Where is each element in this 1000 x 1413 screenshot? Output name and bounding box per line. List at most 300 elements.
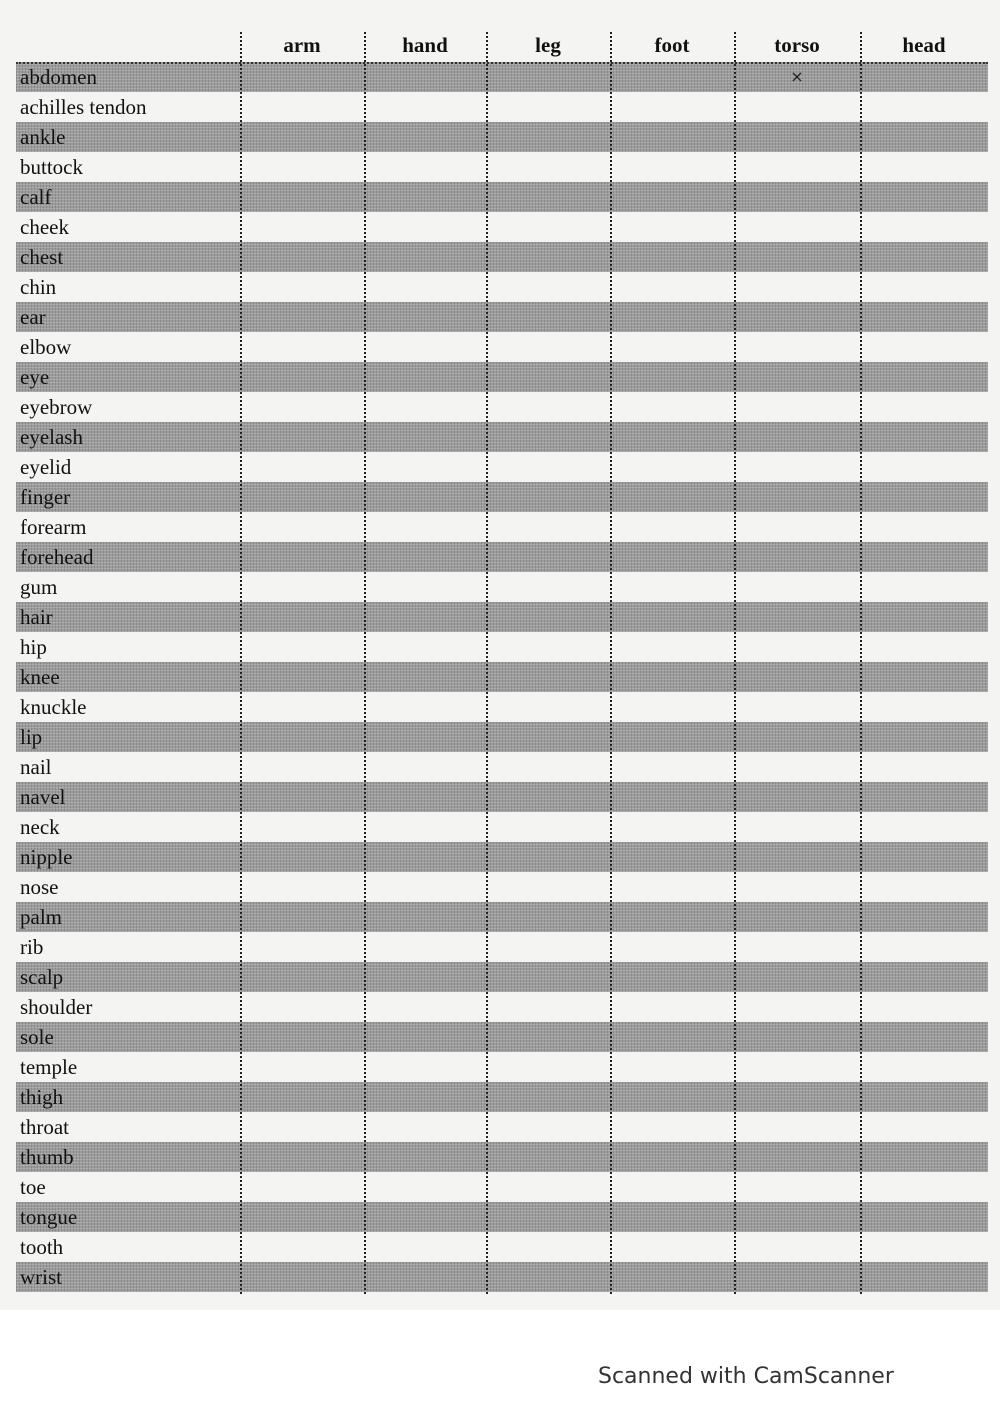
checkbox-cell-arm[interactable] (240, 1204, 364, 1230)
table-row (16, 722, 988, 752)
checkbox-cell-head[interactable] (860, 604, 988, 630)
row-label: chest (20, 244, 64, 269)
checkbox-cell-torso[interactable] (734, 424, 860, 450)
table-row (16, 542, 988, 572)
checkbox-cell-leg[interactable] (486, 424, 610, 450)
checkbox-cell-foot[interactable] (610, 994, 734, 1020)
checkbox-cell-hand[interactable] (364, 124, 486, 150)
checkbox-cell-hand[interactable] (364, 994, 486, 1020)
checkbox-cell-head[interactable] (860, 1054, 988, 1080)
checkbox-cell-hand[interactable] (364, 1174, 486, 1200)
checkbox-cell-head[interactable] (860, 184, 988, 210)
table-row (16, 242, 988, 272)
checkbox-cell-arm[interactable] (240, 94, 364, 120)
checkbox-cell-hand[interactable] (364, 604, 486, 630)
checkbox-cell-leg[interactable] (486, 394, 610, 420)
table-row (16, 452, 988, 482)
checkbox-cell-hand[interactable] (364, 964, 486, 990)
checkbox-cell-hand[interactable] (364, 544, 486, 570)
checkbox-cell-leg[interactable] (486, 784, 610, 810)
checkbox-cell-arm[interactable] (240, 214, 364, 240)
checkbox-cell-head[interactable] (860, 394, 988, 420)
checkbox-cell-leg[interactable] (486, 904, 610, 930)
checkbox-cell-leg[interactable] (486, 484, 610, 510)
column-divider (486, 32, 488, 1294)
checkbox-cell-leg[interactable] (486, 94, 610, 120)
checkbox-cell-head[interactable] (860, 904, 988, 930)
checkbox-cell-head[interactable] (860, 634, 988, 660)
checkbox-cell-hand[interactable] (364, 454, 486, 480)
checkbox-cell-leg[interactable] (486, 1054, 610, 1080)
checkbox-cell-leg[interactable] (486, 124, 610, 150)
checkbox-cell-torso[interactable] (734, 154, 860, 180)
table-row (16, 692, 988, 722)
checkbox-cell-arm[interactable] (240, 304, 364, 330)
row-label: ankle (20, 124, 66, 149)
checkbox-cell-hand[interactable] (364, 1204, 486, 1230)
checkbox-cell-leg[interactable] (486, 304, 610, 330)
checkbox-cell-leg[interactable] (486, 814, 610, 840)
checkbox-cell-arm[interactable] (240, 604, 364, 630)
checkbox-cell-torso[interactable] (734, 574, 860, 600)
checkbox-cell-hand[interactable] (364, 424, 486, 450)
checkbox-cell-arm[interactable] (240, 274, 364, 300)
table-row (16, 482, 988, 512)
checkbox-cell-arm[interactable] (240, 1144, 364, 1170)
checkbox-cell-head[interactable] (860, 694, 988, 720)
checkbox-cell-head[interactable] (860, 514, 988, 540)
checkbox-cell-foot[interactable] (610, 844, 734, 870)
checkbox-cell-torso[interactable] (734, 634, 860, 660)
checkbox-cell-head[interactable] (860, 964, 988, 990)
checkbox-cell-head[interactable] (860, 664, 988, 690)
checkbox-cell-head[interactable] (860, 874, 988, 900)
checkbox-cell-foot[interactable] (610, 754, 734, 780)
checkbox-cell-foot[interactable] (610, 874, 734, 900)
column-divider (860, 32, 862, 1294)
checkbox-cell-head[interactable] (860, 304, 988, 330)
checkbox-cell-torso[interactable] (734, 754, 860, 780)
checkbox-cell-foot[interactable] (610, 1174, 734, 1200)
checkbox-cell-torso[interactable] (734, 1114, 860, 1140)
checkbox-cell-hand[interactable] (364, 484, 486, 510)
checkbox-cell-torso[interactable] (734, 724, 860, 750)
table-row (16, 1262, 988, 1292)
checkbox-cell-foot[interactable] (610, 394, 734, 420)
checkbox-cell-torso[interactable] (734, 1204, 860, 1230)
checkbox-cell-arm[interactable] (240, 694, 364, 720)
checkbox-cell-hand[interactable] (364, 1144, 486, 1170)
table-row (16, 122, 988, 152)
checkbox-cell-torso[interactable] (734, 694, 860, 720)
checkbox-cell-head[interactable] (860, 844, 988, 870)
checkbox-cell-foot[interactable] (610, 184, 734, 210)
row-label: eyelash (20, 424, 83, 449)
checkbox-cell-head[interactable] (860, 124, 988, 150)
checkbox-cell-hand[interactable] (364, 844, 486, 870)
checkbox-cell-leg[interactable] (486, 574, 610, 600)
checkbox-cell-hand[interactable] (364, 1024, 486, 1050)
checkbox-cell-arm[interactable] (240, 754, 364, 780)
row-label: knee (20, 664, 60, 689)
checkbox-cell-foot[interactable] (610, 94, 734, 120)
checkbox-cell-leg[interactable] (486, 334, 610, 360)
checkbox-cell-torso[interactable] (734, 94, 860, 120)
checkbox-cell-foot[interactable] (610, 124, 734, 150)
checkbox-cell-hand[interactable] (364, 304, 486, 330)
checkbox-cell-foot[interactable] (610, 514, 734, 540)
checkbox-cell-arm[interactable] (240, 844, 364, 870)
checkbox-cell-leg[interactable] (486, 634, 610, 660)
table-row (16, 782, 988, 812)
checkbox-cell-leg[interactable] (486, 214, 610, 240)
row-label: tongue (20, 1204, 78, 1229)
checkbox-cell-hand[interactable] (364, 574, 486, 600)
checkbox-cell-head[interactable] (860, 274, 988, 300)
checkbox-cell-leg[interactable] (486, 934, 610, 960)
checkbox-cell-head[interactable] (860, 94, 988, 120)
checkbox-cell-arm[interactable] (240, 934, 364, 960)
column-divider (734, 32, 736, 1294)
checkbox-cell-hand[interactable] (364, 1084, 486, 1110)
row-label: chin (20, 274, 57, 299)
table-row (16, 842, 988, 872)
checkbox-cell-hand[interactable] (364, 754, 486, 780)
checkbox-cell-leg[interactable] (486, 664, 610, 690)
checkbox-cell-head[interactable] (860, 754, 988, 780)
checkbox-cell-torso[interactable] (734, 844, 860, 870)
checkbox-cell-torso[interactable] (734, 364, 860, 390)
checkbox-cell-torso[interactable] (734, 304, 860, 330)
row-label: finger (20, 484, 71, 509)
checkbox-cell-arm[interactable] (240, 724, 364, 750)
checkbox-cell-foot[interactable] (610, 364, 734, 390)
table-row (16, 272, 988, 302)
checkbox-cell-head[interactable] (860, 1174, 988, 1200)
checkbox-cell-hand[interactable] (364, 934, 486, 960)
checkbox-cell-leg[interactable] (486, 1204, 610, 1230)
checkbox-cell-foot[interactable] (610, 484, 734, 510)
checkbox-cell-leg[interactable] (486, 964, 610, 990)
checkbox-cell-leg[interactable] (486, 454, 610, 480)
table-row (16, 152, 988, 182)
checkbox-cell-arm[interactable] (240, 904, 364, 930)
checkbox-cell-foot[interactable] (610, 724, 734, 750)
checkbox-cell-foot[interactable] (610, 1024, 734, 1050)
checkbox-cell-arm[interactable] (240, 874, 364, 900)
checkbox-cell-arm[interactable] (240, 664, 364, 690)
checkbox-cell-torso[interactable] (734, 994, 860, 1020)
table-row (16, 1022, 988, 1052)
row-label: forehead (20, 544, 94, 569)
checkbox-cell-foot[interactable] (610, 634, 734, 660)
checkbox-cell-head[interactable] (860, 424, 988, 450)
checkbox-cell-head[interactable] (860, 784, 988, 810)
checkbox-cell-foot[interactable] (610, 334, 734, 360)
table-row (16, 632, 988, 662)
checkbox-cell-foot[interactable] (610, 694, 734, 720)
checkbox-cell-torso[interactable] (734, 484, 860, 510)
checkbox-cell-foot[interactable] (610, 1204, 734, 1230)
checkbox-cell-leg[interactable] (486, 544, 610, 570)
checkbox-cell-arm[interactable] (240, 784, 364, 810)
column-header-hand: hand (402, 33, 448, 57)
checkbox-cell-torso[interactable] (734, 1054, 860, 1080)
row-label: neck (20, 814, 60, 839)
checkbox-cell-torso[interactable] (734, 184, 860, 210)
row-label: lip (20, 724, 43, 749)
checkbox-cell-arm[interactable] (240, 1024, 364, 1050)
row-label: thigh (20, 1084, 64, 1109)
checkbox-cell-torso[interactable] (734, 124, 860, 150)
checkbox-cell-arm[interactable] (240, 1264, 364, 1290)
checkbox-cell-leg[interactable] (486, 154, 610, 180)
checkbox-cell-arm[interactable] (240, 574, 364, 600)
checkbox-cell-leg[interactable] (486, 724, 610, 750)
checkbox-cell-torso[interactable] (734, 454, 860, 480)
table-row (16, 332, 988, 362)
row-label: elbow (20, 334, 72, 359)
checkbox-cell-head[interactable] (860, 1024, 988, 1050)
checkbox-cell-torso[interactable] (734, 1144, 860, 1170)
checkbox-cell-leg[interactable] (486, 1114, 610, 1140)
row-label: nose (20, 874, 59, 899)
checkbox-cell-leg[interactable] (486, 244, 610, 270)
checkbox-cell-torso[interactable] (734, 214, 860, 240)
checkbox-cell-hand[interactable] (364, 1114, 486, 1140)
checkbox-cell-leg[interactable] (486, 604, 610, 630)
checkbox-cell-head[interactable] (860, 244, 988, 270)
checkbox-cell-arm[interactable] (240, 454, 364, 480)
checkbox-cell-hand[interactable] (364, 1264, 486, 1290)
header-divider (16, 62, 988, 64)
checkbox-cell-head[interactable] (860, 814, 988, 840)
checkbox-cell-foot[interactable] (610, 1144, 734, 1170)
checkbox-cell-leg[interactable] (486, 184, 610, 210)
checkbox-cell-leg[interactable] (486, 1264, 610, 1290)
checkbox-cell-foot[interactable] (610, 784, 734, 810)
checkbox-cell-leg[interactable] (486, 64, 610, 90)
table-row (16, 362, 988, 392)
checkbox-cell-arm[interactable] (240, 814, 364, 840)
row-label: achilles tendon (20, 94, 147, 119)
checkbox-cell-hand[interactable] (364, 274, 486, 300)
checkbox-cell-hand[interactable] (364, 814, 486, 840)
checkbox-cell-hand[interactable] (364, 1054, 486, 1080)
checkbox-cell-foot[interactable] (610, 604, 734, 630)
checkbox-cell-head[interactable] (860, 1114, 988, 1140)
checkbox-cell-hand[interactable] (364, 394, 486, 420)
checkbox-cell-head[interactable] (860, 484, 988, 510)
row-label: wrist (20, 1264, 62, 1289)
checkbox-cell-hand[interactable] (364, 334, 486, 360)
checkbox-cell-arm[interactable] (240, 244, 364, 270)
checkbox-cell-torso[interactable] (734, 1024, 860, 1050)
checkbox-cell-torso[interactable] (734, 334, 860, 360)
checkbox-cell-foot[interactable] (610, 304, 734, 330)
checkbox-cell-arm[interactable] (240, 514, 364, 540)
checkbox-cell-head[interactable] (860, 334, 988, 360)
table-row (16, 932, 988, 962)
checkbox-cell-arm[interactable] (240, 154, 364, 180)
checkbox-cell-foot[interactable] (610, 424, 734, 450)
checkbox-cell-torso[interactable] (734, 664, 860, 690)
table-row (16, 662, 988, 692)
checkbox-cell-leg[interactable] (486, 994, 610, 1020)
row-label: calf (20, 184, 52, 209)
checkbox-cell-foot[interactable] (610, 964, 734, 990)
checkbox-cell-leg[interactable] (486, 694, 610, 720)
checkbox-cell-head[interactable] (860, 1234, 988, 1260)
checkbox-cell-hand[interactable] (364, 514, 486, 540)
row-label: eyebrow (20, 394, 93, 419)
checkbox-cell-torso[interactable] (734, 274, 860, 300)
checkbox-cell-foot[interactable] (610, 544, 734, 570)
row-label: thumb (20, 1144, 74, 1169)
column-header-head: head (902, 33, 946, 57)
checkbox-cell-torso[interactable] (734, 514, 860, 540)
checkbox-cell-foot[interactable] (610, 214, 734, 240)
checkbox-cell-head[interactable] (860, 724, 988, 750)
checkbox-cell-leg[interactable] (486, 844, 610, 870)
checkbox-cell-torso[interactable] (734, 904, 860, 930)
checkbox-cell-foot[interactable] (610, 244, 734, 270)
checkbox-cell-foot[interactable] (610, 1234, 734, 1260)
checkbox-cell-hand[interactable] (364, 1234, 486, 1260)
row-label: buttock (20, 154, 83, 179)
checkbox-cell-hand[interactable] (364, 364, 486, 390)
checkbox-cell-head[interactable] (860, 544, 988, 570)
row-label: scalp (20, 964, 64, 989)
column-header-arm: arm (283, 33, 321, 57)
column-divider (364, 32, 366, 1294)
checkbox-cell-arm[interactable] (240, 484, 364, 510)
checkbox-cell-head[interactable] (860, 1084, 988, 1110)
checkbox-cell-torso[interactable] (734, 934, 860, 960)
checkbox-cell-leg[interactable] (486, 1084, 610, 1110)
table-row (16, 1142, 988, 1172)
checkbox-cell-hand[interactable] (364, 664, 486, 690)
checkbox-cell-head[interactable] (860, 154, 988, 180)
checkbox-cell-arm[interactable] (240, 1114, 364, 1140)
checkbox-cell-head[interactable] (860, 454, 988, 480)
checkbox-cell-hand[interactable] (364, 724, 486, 750)
checkbox-cell-foot[interactable] (610, 454, 734, 480)
checkbox-cell-torso[interactable] (734, 394, 860, 420)
checkbox-cell-leg[interactable] (486, 1144, 610, 1170)
row-label: forearm (20, 514, 87, 539)
checkbox-cell-foot[interactable] (610, 934, 734, 960)
checkbox-cell-leg[interactable] (486, 754, 610, 780)
checkbox-cell-torso[interactable] (734, 1084, 860, 1110)
checkbox-cell-torso[interactable] (734, 544, 860, 570)
checkbox-cell-arm[interactable] (240, 634, 364, 660)
checkbox-cell-torso[interactable] (734, 1174, 860, 1200)
checkbox-cell-leg[interactable] (486, 514, 610, 540)
checkbox-cell-foot[interactable] (610, 64, 734, 90)
checkbox-cell-hand[interactable] (364, 874, 486, 900)
checkbox-cell-head[interactable] (860, 214, 988, 240)
checkbox-cell-leg[interactable] (486, 1174, 610, 1200)
checkbox-cell-hand[interactable] (364, 94, 486, 120)
checkbox-cell-torso[interactable] (734, 1234, 860, 1260)
checkbox-cell-torso[interactable] (734, 874, 860, 900)
checkbox-cell-hand[interactable] (364, 154, 486, 180)
checkbox-cell-head[interactable] (860, 574, 988, 600)
checkbox-cell-foot[interactable] (610, 154, 734, 180)
checkbox-cell-torso[interactable] (734, 964, 860, 990)
checkbox-cell-leg[interactable] (486, 1024, 610, 1050)
checkbox-cell-arm[interactable] (240, 544, 364, 570)
checkbox-cell-foot[interactable] (610, 904, 734, 930)
checkbox-cell-arm[interactable] (240, 64, 364, 90)
checkbox-cell-head[interactable] (860, 994, 988, 1020)
checkbox-cell-torso[interactable] (734, 244, 860, 270)
checkbox-cell-torso[interactable] (734, 814, 860, 840)
checkbox-cell-foot[interactable] (610, 274, 734, 300)
checkbox-cell-foot[interactable] (610, 1084, 734, 1110)
checkbox-cell-leg[interactable] (486, 1234, 610, 1260)
checkbox-cell-hand[interactable] (364, 904, 486, 930)
checkbox-cell-hand[interactable] (364, 64, 486, 90)
checkbox-cell-foot[interactable] (610, 814, 734, 840)
checkbox-cell-foot[interactable] (610, 1054, 734, 1080)
checkbox-cell-arm[interactable] (240, 184, 364, 210)
checkbox-cell-head[interactable] (860, 364, 988, 390)
checkbox-cell-head[interactable] (860, 1204, 988, 1230)
checkbox-cell-head[interactable] (860, 64, 988, 90)
checkbox-cell-head[interactable] (860, 934, 988, 960)
checkbox-cell-arm[interactable] (240, 334, 364, 360)
checkbox-cell-head[interactable] (860, 1264, 988, 1290)
checkbox-cell-leg[interactable] (486, 874, 610, 900)
checkbox-cell-torso[interactable] (734, 784, 860, 810)
checkbox-cell-foot[interactable] (610, 1114, 734, 1140)
checkbox-cell-arm[interactable] (240, 424, 364, 450)
checkbox-cell-leg[interactable] (486, 274, 610, 300)
checkbox-cell-foot[interactable] (610, 664, 734, 690)
table-row (16, 602, 988, 632)
table-row (16, 182, 988, 212)
checkbox-cell-arm[interactable] (240, 124, 364, 150)
checkbox-cell-torso[interactable]: × (790, 67, 804, 86)
checkbox-cell-arm[interactable] (240, 364, 364, 390)
checkbox-cell-hand[interactable] (364, 694, 486, 720)
checkbox-cell-arm[interactable] (240, 1174, 364, 1200)
checkbox-cell-hand[interactable] (364, 244, 486, 270)
checkbox-cell-arm[interactable] (240, 994, 364, 1020)
checkbox-cell-hand[interactable] (364, 784, 486, 810)
checkbox-cell-arm[interactable] (240, 964, 364, 990)
checkbox-cell-foot[interactable] (610, 574, 734, 600)
checkbox-cell-arm[interactable] (240, 1054, 364, 1080)
table-row (16, 992, 988, 1022)
table-row (16, 512, 988, 542)
checkbox-cell-hand[interactable] (364, 634, 486, 660)
checkbox-cell-torso[interactable] (734, 604, 860, 630)
checkbox-cell-arm[interactable] (240, 1234, 364, 1260)
checkbox-cell-foot[interactable] (610, 1264, 734, 1290)
checkbox-cell-hand[interactable] (364, 214, 486, 240)
checkbox-cell-torso[interactable] (734, 1264, 860, 1290)
table-row (16, 572, 988, 602)
table-body (16, 62, 988, 1292)
checkbox-cell-head[interactable] (860, 1144, 988, 1170)
checkbox-cell-leg[interactable] (486, 364, 610, 390)
checkbox-cell-arm[interactable] (240, 1084, 364, 1110)
checkbox-cell-arm[interactable] (240, 394, 364, 420)
checkbox-cell-hand[interactable] (364, 184, 486, 210)
